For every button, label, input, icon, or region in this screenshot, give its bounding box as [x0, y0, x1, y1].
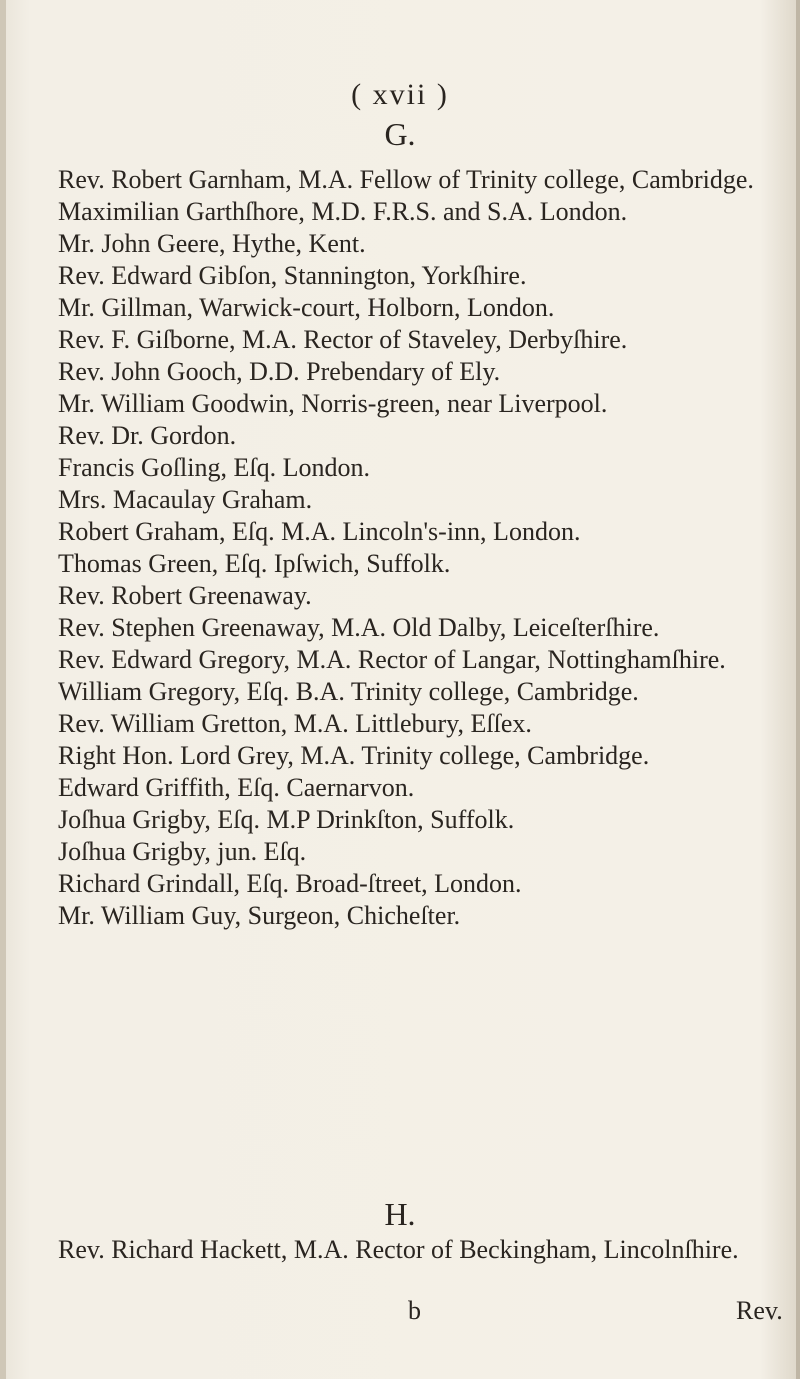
- list-item: Mr. Gillman, Warwick-court, Holborn, London.: [58, 293, 555, 322]
- catchword: Rev.: [736, 1296, 783, 1325]
- page-right-edge: [796, 0, 800, 1379]
- subscriber-list-g: [58, 164, 778, 932]
- list-item: William Gregory, Eſq. B.A. Trinity college, Cambridge.: [58, 677, 639, 706]
- list-item: Richard Grindall, Eſq. Broad-ſtreet, London.: [58, 869, 522, 898]
- list-item: Rev. Stephen Greenaway, M.A. Old Dalby, Leiceſterſhire.: [58, 613, 660, 642]
- list-item: Thomas Green, Eſq. Ipſwich, Suffolk.: [58, 549, 451, 578]
- list-item: Mr. William Goodwin, Norris-green, near Liverpool.: [58, 389, 608, 418]
- list-item: Rev. Edward Gibſon, Stannington, Yorkſhire.: [58, 261, 527, 290]
- signature-mark: b: [408, 1296, 421, 1325]
- list-item: Mrs. Macaulay Graham.: [58, 485, 313, 514]
- subscriber-list-h: [58, 1234, 778, 1266]
- list-item: Rev. William Gretton, M.A. Littlebury, Eſſex.: [58, 709, 532, 738]
- list-item: Maximilian Garthſhore, M.D. F.R.S. and S.A. London.: [58, 197, 628, 226]
- list-item: Rev. John Gooch, D.D. Prebendary of Ely.: [58, 357, 501, 386]
- page-left-edge: [0, 0, 6, 1379]
- section-heading-h: H.: [384, 1196, 416, 1232]
- list-item: Mr. William Guy, Surgeon, Chicheſter.: [58, 901, 461, 930]
- list-item: Mr. John Geere, Hythe, Kent.: [58, 229, 366, 258]
- list-item: Francis Goſling, Eſq. London.: [58, 453, 370, 482]
- list-item: Rev. F. Giſborne, M.A. Rector of Staveley, Derbyſhire.: [58, 325, 628, 354]
- list-item: Rev. Dr. Gordon.: [58, 421, 237, 450]
- section-heading-g: G.: [384, 116, 416, 152]
- list-item: Joſhua Grigby, Eſq. M.P Drinkſton, Suffolk.: [58, 805, 515, 834]
- list-item: Rev. Edward Gregory, M.A. Rector of Langar, Nottinghamſhire.: [58, 645, 726, 674]
- list-item: Right Hon. Lord Grey, M.A. Trinity college, Cambridge.: [58, 741, 650, 770]
- list-item: Joſhua Grigby, jun. Eſq.: [58, 837, 307, 866]
- list-item: Rev. Robert Greenaway.: [58, 581, 312, 610]
- list-item: Robert Graham, Eſq. M.A. Lincoln's-inn, London.: [58, 517, 581, 546]
- list-item: Edward Griffith, Eſq. Caernarvon.: [58, 773, 415, 802]
- list-item: Rev. Robert Garnham, M.A. Fellow of Trinity college, Cambridge.: [58, 165, 754, 194]
- page-number: ( xvii ): [351, 78, 449, 111]
- list-item: Rev. Richard Hackett, M.A. Rector of Beckingham, Lincolnſhire.: [58, 1235, 739, 1264]
